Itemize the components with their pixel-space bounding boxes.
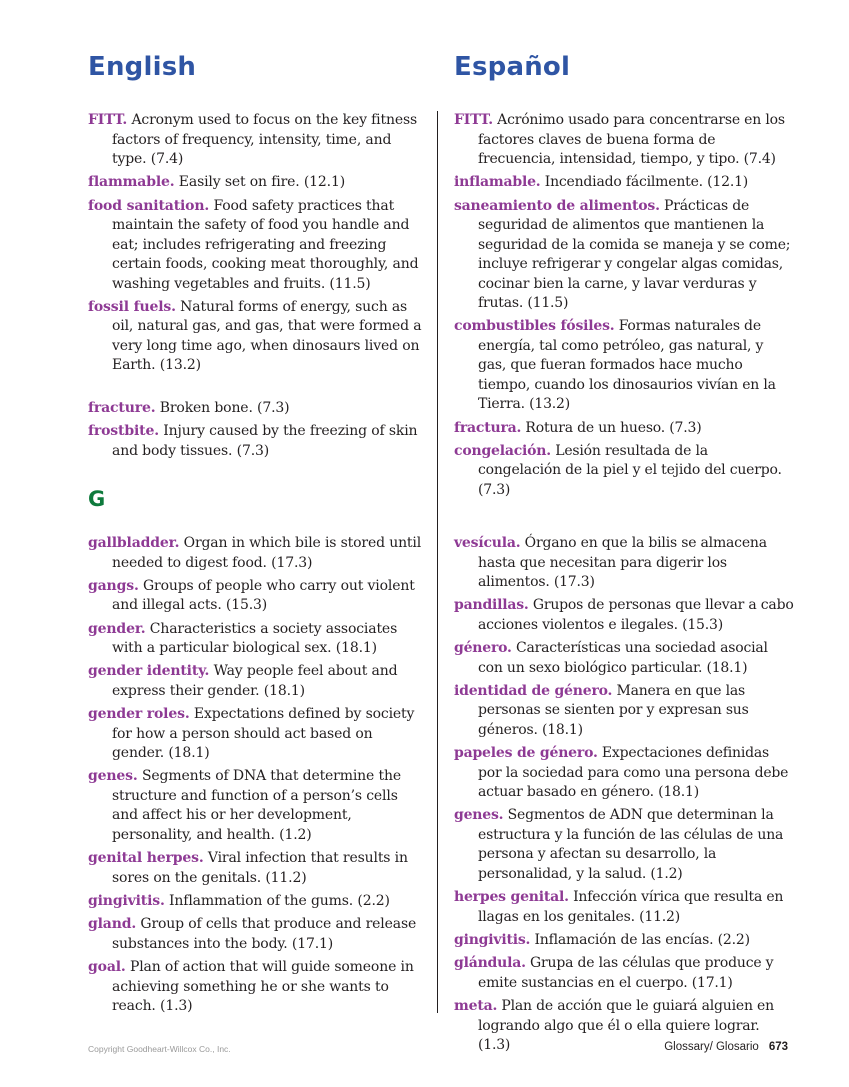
- entry-term: fractura.: [454, 419, 522, 436]
- entry-definition: Group of cells that produce and release substances into the body. (17.1): [112, 916, 417, 952]
- entry-definition: Viral infection that results in sores on the genitals. (11.2): [112, 850, 408, 886]
- column-divider: [437, 111, 438, 1013]
- entry-term: meta.: [454, 998, 498, 1015]
- entry-definition: Expectaciones definidas por la sociedad para como una persona debe actuar basado en género. (18.1): [478, 745, 789, 801]
- english-column-title: English: [88, 52, 197, 82]
- entry-definition: Órgano en que la bilis se almacena hasta que necesitan para digerir los alimentos. (17.3): [478, 535, 767, 590]
- glossary-entry: [88, 577, 424, 616]
- entry-definition: Broken bone. (7.3): [155, 400, 290, 416]
- glossary-entry: [88, 173, 424, 193]
- entry-definition: Rotura de un hueso. (7.3): [521, 419, 702, 436]
- glossary-entry: [88, 399, 424, 419]
- entry-definition: Easily set on fire. (12.1): [174, 174, 346, 191]
- section-label: Glossary/ Glosario: [664, 1041, 759, 1053]
- glossary-entry: [88, 958, 424, 1017]
- entry-definition: Natural forms of energy, such as oil, natural gas, and gas, that were formed a very long time ago, when dinosaurs lived on Earth. (13.2): [112, 298, 422, 374]
- entry-term: frostbite.: [88, 423, 159, 440]
- entry-term: congelación.: [454, 442, 551, 459]
- english-g-entries: [88, 534, 424, 1020]
- glossary-entry: [88, 111, 424, 170]
- entry-term: papeles de género.: [454, 745, 598, 762]
- glossary-entry: [88, 849, 424, 888]
- glossary-entry: [454, 596, 794, 635]
- glossary-entry: [88, 662, 424, 701]
- glossary-entry: [454, 111, 794, 170]
- glossary-entry: [454, 317, 794, 415]
- entry-definition: Incendiado fácilmente. (12.1): [540, 174, 749, 191]
- glossary-entry: [454, 442, 794, 501]
- spanish-column-title: Español: [454, 52, 571, 82]
- entry-definition: Groups of people who carry out violent and illegal acts. (15.3): [112, 577, 415, 614]
- entry-definition: Características una sociedad asocial con un sexo biológico particular. (18.1): [478, 640, 768, 676]
- entry-definition: Segmentos de ADN que determinan la estructura y la función de las células de una persona y afectan su desarrollo, la personalidad, y la salud. (1.2): [478, 807, 784, 882]
- glossary-entry: [454, 931, 794, 951]
- entry-term: genes.: [454, 807, 504, 824]
- glossary-entry: [88, 767, 424, 845]
- spanish-g-entries: [454, 534, 794, 1059]
- entry-term: inflamable.: [454, 174, 541, 191]
- entry-term: FITT.: [454, 112, 493, 128]
- entry-term: gallbladder.: [88, 535, 180, 551]
- glossary-entry: [454, 806, 794, 884]
- entry-term: gender identity.: [88, 663, 210, 680]
- entry-definition: Prácticas de seguridad de alimentos que mantienen la seguridad de la comida se maneja y se come; incluye refrigerar y congelar algas comidas, cocinar bien la carne, y lavar verduras y frutas. (11.5): [478, 197, 791, 312]
- entry-term: fracture.: [88, 400, 156, 416]
- entry-definition: Infección vírica que resulta en llagas en los genitales. (11.2): [478, 889, 784, 925]
- entry-definition: Acrónimo usado para concentrarse en los factores claves de buena forma de frecuencia, intensidad, tiempo, y tipo. (7.4): [478, 112, 785, 167]
- entry-term: flammable.: [88, 174, 175, 191]
- entry-definition: Plan of action that will guide someone in achieving something he or she wants to reach. (1.3): [112, 959, 414, 1015]
- entry-definition: Grupos de personas que llevar a cabo acciones violentos e ilegales. (15.3): [478, 597, 794, 633]
- glossary-entry: [454, 888, 794, 927]
- entry-definition: Injury caused by the freezing of skin and body tissues. (7.3): [112, 423, 418, 459]
- entry-definition: Segments of DNA that determine the structure and function of a person’s cells and affect his or her development, personality, and health. (1.2): [112, 768, 401, 843]
- glossary-entry: [454, 173, 794, 193]
- entry-term: goal.: [88, 959, 126, 976]
- entry-term: pandillas.: [454, 597, 529, 614]
- entry-term: gingivitis.: [454, 932, 531, 949]
- spanish-f-entries: [454, 111, 794, 504]
- english-f-entries: [88, 111, 424, 380]
- entry-term: género.: [454, 640, 512, 657]
- entry-term: genes.: [88, 768, 138, 785]
- entry-definition: Organ in which bile is stored until needed to digest food. (17.3): [112, 535, 422, 571]
- glossary-entry: [88, 197, 424, 295]
- glossary-entry: [88, 298, 424, 376]
- entry-definition: Expectations defined by society for how a person should act based on gender. (18.1): [112, 706, 415, 762]
- entry-definition: Formas naturales de energía, tal como petróleo, gas natural, y gas, que fueran formados hace mucho tiempo, cuando los dinosaurios vivían en la Tierra. (13.2): [478, 318, 776, 413]
- entry-definition: Plan de acción que le guiará alguien en logrando algo que él o ella quiere lograr. (1.3): [478, 998, 774, 1054]
- glossary-entry: [88, 620, 424, 659]
- glossary-entry: [454, 954, 794, 993]
- entry-definition: Characteristics a society associates with a particular biological sex. (18.1): [112, 620, 398, 657]
- entry-definition: Way people feel about and express their gender. (18.1): [112, 663, 398, 699]
- entry-term: food sanitation.: [88, 197, 210, 214]
- entry-definition: Inflammation of the gums. (2.2): [164, 893, 390, 910]
- entry-term: gender roles.: [88, 706, 190, 723]
- page-number: 673: [768, 1041, 788, 1053]
- entry-definition: Food safety practices that maintain the safety of food you handle and eat; includes refrigerating and freezing certain foods, cooking meat thoroughly, and washing vegetables and fruits. (11.5): [112, 197, 419, 292]
- glossary-entry: [88, 422, 424, 461]
- entry-term: herpes genital.: [454, 889, 569, 906]
- glossary-entry: [454, 639, 794, 678]
- copyright-notice: Copyright Goodheart-Willcox Co., Inc.: [88, 1044, 231, 1054]
- entry-definition: Lesión resultada de la congelación de la piel y el tejido del cuerpo. (7.3): [478, 442, 782, 498]
- glossary-entry: [454, 744, 794, 803]
- glossary-entry: [454, 682, 794, 741]
- entry-term: gangs.: [88, 577, 139, 594]
- letter-heading-g: G: [88, 487, 106, 511]
- entry-term: saneamiento de alimentos.: [454, 197, 660, 214]
- entry-definition: Acronym used to focus on the key fitness factors of frequency, intensity, time, and type. (7.4): [112, 112, 418, 167]
- glossary-entry: [454, 534, 794, 593]
- glossary-entry: [88, 915, 424, 954]
- entry-term: glándula.: [454, 955, 526, 972]
- entry-term: combustibles fósiles.: [454, 318, 615, 335]
- entry-term: gingivitis.: [88, 893, 165, 910]
- entry-term: vesícula.: [454, 535, 521, 551]
- page-footer: [664, 1041, 788, 1053]
- entry-term: gender.: [88, 620, 146, 637]
- entry-definition: Manera en que las personas se sienten por y expresan sus géneros. (18.1): [478, 682, 749, 738]
- glossary-entry: [88, 534, 424, 573]
- entry-definition: Inflamación de las encías. (2.2): [530, 932, 750, 949]
- entry-term: identidad de género.: [454, 682, 613, 699]
- entry-definition: Grupa de las células que produce y emite sustancias en el cuerpo. (17.1): [478, 955, 774, 991]
- entry-term: fossil fuels.: [88, 298, 176, 315]
- glossary-entry: [454, 197, 794, 314]
- entry-term: gland.: [88, 916, 137, 933]
- glossary-entry: [454, 419, 794, 439]
- glossary-entry: [88, 892, 424, 912]
- entry-term: FITT.: [88, 112, 128, 128]
- glossary-entry: [88, 705, 424, 764]
- entry-term: genital herpes.: [88, 850, 204, 867]
- english-f-entries-cont: [88, 399, 424, 465]
